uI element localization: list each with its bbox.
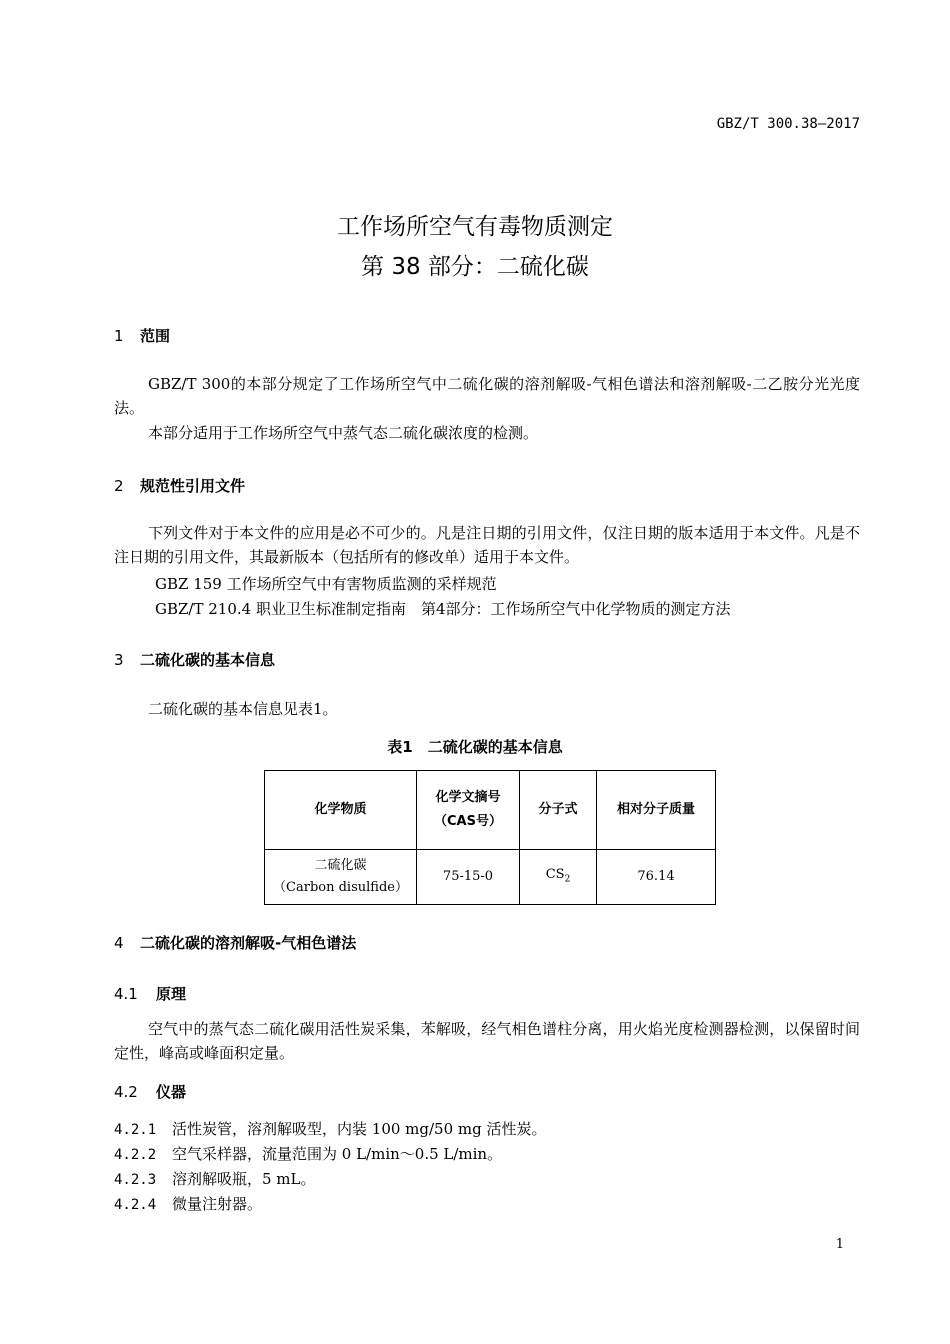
header-cas-line2: （CAS号） xyxy=(434,814,502,829)
section-number: 4 xyxy=(114,934,124,952)
list-item xyxy=(114,1168,316,1189)
item-number: 4.2.3 xyxy=(114,1172,157,1188)
section-number: 4.1 xyxy=(114,985,138,1003)
section-number: 1 xyxy=(114,327,124,345)
section-number: 2 xyxy=(114,477,124,495)
section-title: 范围 xyxy=(140,327,171,345)
header-cas xyxy=(417,771,520,850)
table-header-row xyxy=(265,771,716,850)
formula-subscript: 2 xyxy=(564,874,571,885)
section-number: 4.2 xyxy=(114,1083,138,1101)
cell-molecular-weight: 76.14 xyxy=(597,850,716,905)
formula-main: CS xyxy=(545,866,565,882)
table-row xyxy=(265,850,716,905)
item-text: 微量注射器。 xyxy=(172,1195,263,1213)
document-subtitle: 第 38 部分：二硫化碳 xyxy=(361,254,589,280)
item-text: 活性炭管，溶剂解吸型，内装 100 mg/50 mg 活性炭。 xyxy=(172,1120,547,1138)
item-text: 溶剂解吸瓶，5 mL。 xyxy=(172,1170,316,1188)
section-4-2-heading xyxy=(114,1081,186,1102)
chemical-name: 二硫化碳 xyxy=(314,858,367,873)
section-title: 二硫化碳的基本信息 xyxy=(140,651,276,669)
section-4-1-paragraph: 空气中的蒸气态二硫化碳用活性炭采集，苯解吸，经气相色谱柱分离，用火焰光度检测器检测，以保留时间定性，峰高或峰面积定量。 xyxy=(114,1020,860,1062)
header-molecular-weight: 相对分子质量 xyxy=(597,771,716,850)
cell-chemical xyxy=(265,850,417,905)
section-title: 仪器 xyxy=(156,1083,187,1101)
chemical-name-en: （Carbon disulfide） xyxy=(273,880,408,895)
item-text: 空气采样器，流量范围为 0 L/min～0.5 L/min。 xyxy=(172,1145,503,1163)
header-formula: 分子式 xyxy=(520,771,597,850)
header-cas-line1: 化学文摘号 xyxy=(435,790,501,805)
list-item xyxy=(114,1143,502,1164)
section-title: 二硫化碳的溶剂解吸-气相色谱法 xyxy=(140,934,357,952)
basic-info-table xyxy=(264,770,716,905)
item-number: 4.2.4 xyxy=(114,1197,157,1213)
section-title: 规范性引用文件 xyxy=(140,477,246,495)
section-title: 原理 xyxy=(156,985,187,1003)
reference-gbz-159: GBZ 159 工作场所空气中有害物质监测的采样规范 xyxy=(155,575,497,593)
section-2-heading xyxy=(114,475,245,496)
list-item xyxy=(114,1118,547,1139)
table-caption: 表1 二硫化碳的基本信息 xyxy=(387,738,563,756)
document-title: 工作场所空气有毒物质测定 xyxy=(337,214,613,240)
section-4-1-heading xyxy=(114,983,186,1004)
item-number: 4.2.1 xyxy=(114,1122,157,1138)
reference-gbz-t-210-4: GBZ/T 210.4 职业卫生标准制定指南 第4部分：工作场所空气中化学物质的测定方法 xyxy=(155,600,731,618)
item-number: 4.2.2 xyxy=(114,1147,157,1163)
cell-formula xyxy=(520,850,597,905)
standard-id: GBZ/T 300.38—2017 xyxy=(716,116,860,132)
section-3-paragraph-1: 二硫化碳的基本信息见表1。 xyxy=(148,700,338,718)
section-2-paragraph-1: 下列文件对于本文件的应用是必不可少的。凡是注日期的引用文件，仅注日期的版本适用于本文件。凡是不注日期的引用文件，其最新版本（包括所有的修改单）适用于本文件。 xyxy=(114,524,860,566)
section-1-paragraph-1: GBZ/T 300的本部分规定了工作场所空气中二硫化碳的溶剂解吸-气相色谱法和溶剂解吸-二乙胺分光光度法。 xyxy=(114,375,860,417)
section-1-paragraph-2: 本部分适用于工作场所空气中蒸气态二硫化碳浓度的检测。 xyxy=(148,424,539,442)
section-number: 3 xyxy=(114,651,124,669)
list-item xyxy=(114,1193,262,1214)
section-4-heading xyxy=(114,932,356,953)
section-1-heading xyxy=(114,325,170,346)
cell-cas: 75-15-0 xyxy=(417,850,520,905)
header-chemical: 化学物质 xyxy=(265,771,417,850)
page-number: 1 xyxy=(835,1237,844,1252)
section-3-heading xyxy=(114,649,275,670)
